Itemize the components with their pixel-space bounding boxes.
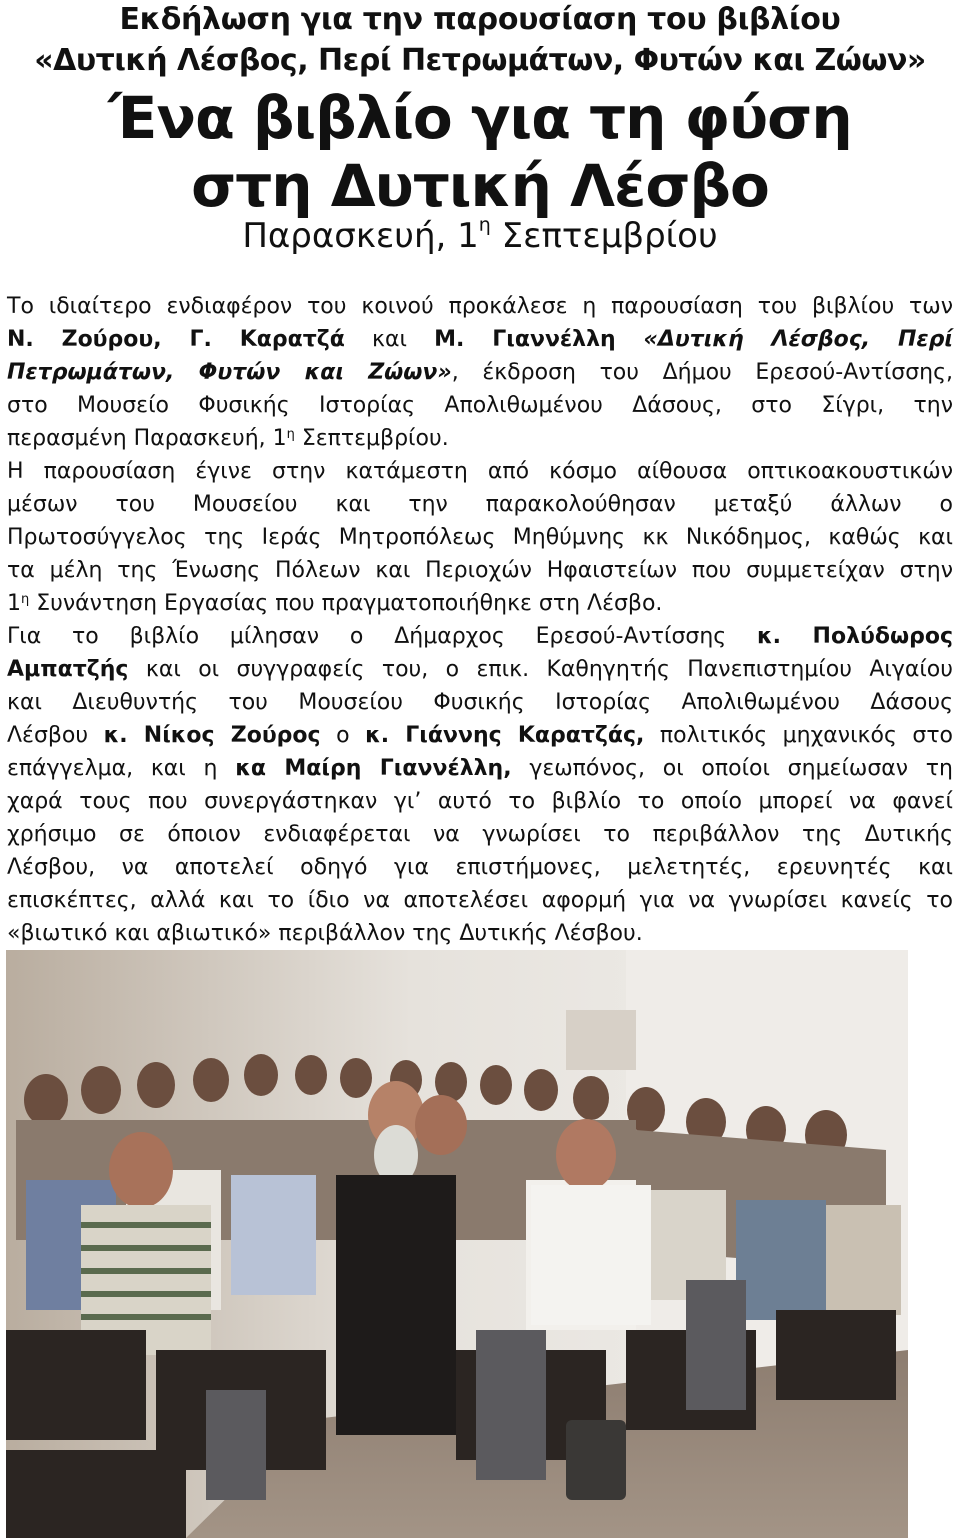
article-body	[7, 290, 953, 950]
text-run: Η παρουσίαση έγινε στην κατάμεστη από κόσμο αίθουσα οπτικοακουστικών	[7, 459, 953, 484]
text-run: Λέσβου	[7, 723, 104, 748]
paragraph-3-line	[7, 917, 953, 950]
text-run: Σεπτεμβρίου.	[294, 426, 449, 451]
paragraph-2-line	[7, 488, 953, 521]
text-run: Το ιδιαίτερο ενδιαφέρον του κοινού προκάλεσε η παρουσίαση του βιβλίου των	[7, 294, 953, 319]
paragraph-1	[7, 290, 953, 455]
paragraph-3	[7, 620, 953, 950]
paragraph-2	[7, 455, 953, 620]
author-karatzas: κ. Γιάννης Καρατζάς,	[365, 723, 645, 748]
text-run: χρήσιμο σε όποιον ενδιαφέρεται να γνωρίσει το περιβάλλον της Δυτικής	[7, 822, 953, 847]
book-title-part-2: Πετρωμάτων, Φυτών και Ζώων»	[7, 360, 452, 385]
text-run: επάγγελμα, και η	[7, 756, 236, 781]
mayor-name-part-1: κ. Πολύδωρος	[757, 624, 953, 649]
paragraph-3-line	[7, 851, 953, 884]
text-run: και	[344, 327, 435, 352]
text-run: Πρωτοσύγγελος της Ιεράς Μητροπόλεως Μηθύμνης κκ Νικόδημος, καθώς και	[7, 525, 953, 550]
text-run: και Διευθυντής του Μουσείου Φυσικής Ιστορίας Απολιθωμένου Δάσους	[7, 690, 953, 715]
paragraph-3-line	[7, 620, 953, 653]
paragraph-1-line	[7, 356, 953, 389]
paragraph-2-line	[7, 521, 953, 554]
paragraph-1-line	[7, 323, 953, 356]
text-run: «βιωτικό και αβιωτικό» περιβάλλον της Δυτικής Λέσβου.	[7, 921, 643, 946]
kicker-line-2: «Δυτική Λέσβος, Περί Πετρωμάτων, Φυτών και Ζώων»	[34, 43, 926, 78]
text-run: , έκδροση του Δήμου Ερεσού-Αντίσσης,	[451, 360, 953, 385]
paragraph-3-line	[7, 653, 953, 686]
author-zouros: κ. Νίκος Ζούρος	[103, 723, 321, 748]
text-run: ο	[320, 723, 366, 748]
kicker-line-1: Εκδήλωση για την παρουσίαση του βιβλίου	[119, 2, 841, 37]
paragraph-2-line	[7, 455, 953, 488]
text-run: 1	[7, 591, 21, 616]
text-run: στο Μουσείο Φυσικής Ιστορίας Απολιθωμένου Δάσους, στο Σίγρι, την	[7, 393, 953, 418]
text-run: πολιτικός μηχανικός στο	[644, 723, 954, 748]
author-name: Μ. Γιαννέλλη	[434, 327, 616, 352]
paragraph-3-line	[7, 785, 953, 818]
author-names: Ν. Ζούρου, Γ. Καρατζά	[7, 327, 345, 352]
dateline-month: Σεπτεμβρίου	[490, 216, 718, 256]
text-run: περασμένη Παρασκευή, 1	[7, 426, 287, 451]
text-run: επισκέπτες, αλλά και το ίδιο να αποτελέσει αφορμή για να γνωρίσει κανείς το	[7, 888, 953, 913]
text-run: και οι συγγραφείς του, ο επικ. Καθηγητής Πανεπιστημίου Αιγαίου	[128, 657, 953, 682]
paragraph-1-line	[7, 389, 953, 422]
paragraph-1-line	[7, 290, 953, 323]
ordinal-sup: η	[21, 592, 30, 607]
author-giannelli: κα Μαίρη Γιαννέλλη,	[235, 756, 512, 781]
paragraph-3-line	[7, 719, 953, 752]
paragraph-2-line	[7, 554, 953, 587]
paragraph-2-line	[7, 587, 953, 620]
headline-line-1: Ένα βιβλίο για τη φύση	[108, 84, 852, 152]
paragraph-3-line	[7, 686, 953, 719]
text-run: γεωπόνος, οι οποίοι σημείωσαν τη	[511, 756, 953, 781]
dateline	[0, 216, 960, 256]
text-run: Συνάντηση Εργασίας που πραγματοποιήθηκε στη Λέσβο.	[29, 591, 663, 616]
headline-line-2: στη Δυτική Λέσβο	[191, 152, 769, 220]
book-title-part-1: «Δυτική Λέσβος, Περί	[615, 327, 953, 352]
dateline-day: Παρασκευή, 1	[242, 216, 479, 256]
paragraph-3-line	[7, 818, 953, 851]
audience-photo	[6, 950, 908, 1538]
text-run: μέσων του Μουσείου και την παρακολούθησαν μεταξύ άλλων ο	[7, 492, 953, 517]
paragraph-3-line	[7, 884, 953, 917]
text-run: χαρά τους που συνεργάστηκαν γι’ αυτό το βιβλίο το οποίο μπορεί να φανεί	[7, 789, 953, 814]
ordinal-sup: η	[286, 427, 295, 442]
text-run: Για το βιβλίο μίλησαν ο Δήμαρχος Ερεσού-Αντίσσης	[7, 624, 758, 649]
paragraph-1-line	[7, 422, 953, 455]
audience-photo-illustration	[6, 950, 908, 1538]
paragraph-3-line	[7, 752, 953, 785]
dateline-ordinal: η	[478, 214, 491, 236]
text-run: Λέσβου, να αποτελεί οδηγό για επιστήμονες, μελετητές, ερευνητές και	[7, 855, 953, 880]
mayor-name-part-2: Αμπατζής	[7, 657, 129, 682]
text-run: τα μέλη της Ένωσης Πόλεων και Περιοχών Ηφαιστείων που συμμετείχαν στην	[7, 558, 953, 583]
